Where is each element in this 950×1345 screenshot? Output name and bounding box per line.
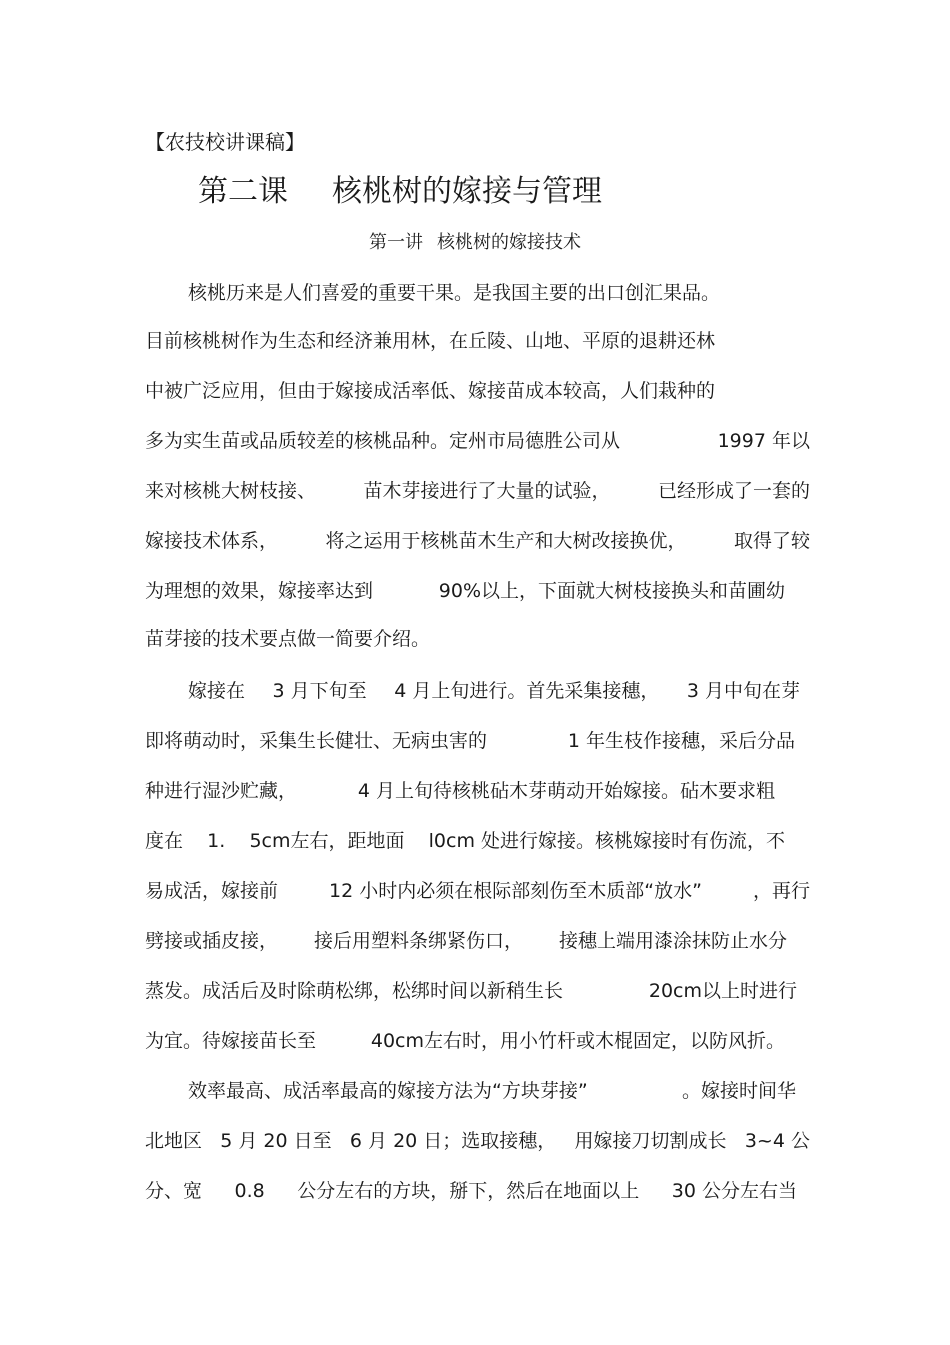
text-line: 苗芽接的技术要点做一简要介绍。 [145,628,431,650]
header-tag: 【农技校讲课稿】 [145,130,305,154]
text-line: 北地区 5 月 20 日至 6 月 20 日；选取接穗， 用嫁接刀切割成长 3~4 公 [145,1130,810,1152]
text-line: 多为实生苗或品质较差的核桃品种。定州市局德胜公司从 1997 年以 [145,430,810,452]
text-line: 即将萌动时，采集生长健壮、无病虫害的 1 年生枝作接穗，采后分品 [145,730,795,752]
text-line: 目前核桃树作为生态和经济兼用林，在丘陵、山地、平原的退耕还林 [145,330,716,352]
text-line: 易成活，嫁接前 12 小时内必须在根际部刻伤至木质部“放水” ，再行 [145,880,810,902]
text-line: 核桃历来是人们喜爱的重要干果。是我国主要的出口创汇果品。 [188,282,721,304]
text-line: 为宜。待嫁接苗长至 40cm左右时，用小竹杆或木棍固定，以防风折。 [145,1030,785,1052]
lesson-number: 第二课 [198,174,288,209]
text-line: 劈接或插皮接， 接后用塑料条绑紧伤口， 接穗上端用漆涂抹防止水分 [145,930,787,952]
text-line: 嫁接在 3 月下旬至 4 月上旬进行。首先采集接穗， 3 月中旬在芽 [188,680,800,702]
lecture-number: 第一讲 [369,232,423,253]
text-line: 度在 1. 5cm左右，距地面 l0cm 处进行嫁接。核桃嫁接时有伤流，不 [145,830,785,852]
lesson-title [198,171,602,213]
text-line: 来对核桃大树枝接、 苗木芽接进行了大量的试验， 已经形成了一套的 [145,480,810,502]
lecture-name: 核桃树的嫁接技术 [437,232,581,253]
text-line: 效率最高、成活率最高的嫁接方法为“方块芽接” 。嫁接时间华 [188,1080,796,1102]
lecture-title [0,230,950,256]
text-line: 为理想的效果，嫁接率达到 90%以上，下面就大树枝接换头和苗圃幼 [145,580,785,602]
lesson-name: 核桃树的嫁接与管理 [332,174,602,209]
text-line: 分、宽 0.8 公分左右的方块，掰下，然后在地面以上 30 公分左右当 [145,1180,797,1202]
text-line: 中被广泛应用，但由于嫁接成活率低、嫁接苗成本较高，人们栽种的 [145,380,716,402]
text-line: 种进行湿沙贮藏， 4 月上旬待核桃砧木芽萌动开始嫁接。砧木要求粗 [145,780,775,802]
text-line: 蒸发。成活后及时除萌松绑，松绑时间以新稍生长 20cm以上时进行 [145,980,797,1002]
text-line: 嫁接技术体系， 将之运用于核桃苗木生产和大树改接换优， 取得了较 [145,530,810,552]
